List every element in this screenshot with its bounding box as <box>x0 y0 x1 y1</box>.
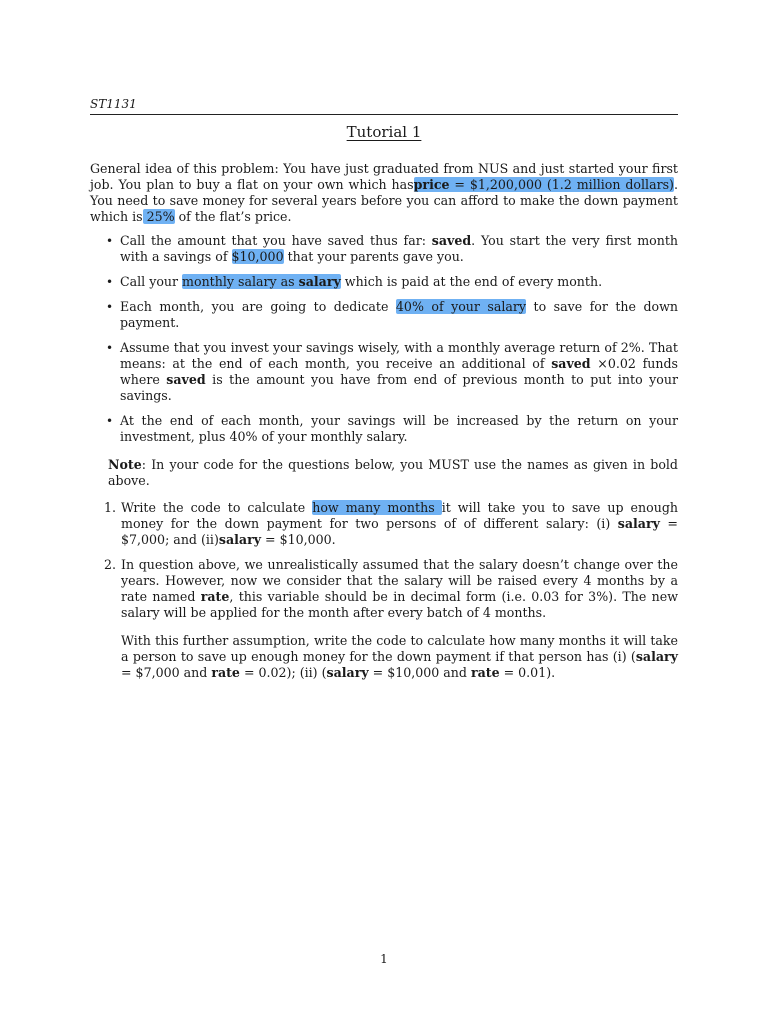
list-item <box>90 340 678 404</box>
document-body <box>90 161 678 690</box>
salary-variable: salary <box>326 665 369 680</box>
highlight-salary[interactable] <box>182 274 341 289</box>
running-header <box>90 96 678 115</box>
saved-variable: saved <box>166 372 206 387</box>
item-text: which is paid at the end of every month. <box>340 274 603 289</box>
question-2 <box>90 557 678 681</box>
question-1 <box>90 500 678 548</box>
highlight-forty-percent[interactable]: 40% of your salary <box>395 299 527 314</box>
item-text: . You start the very first month with a savings of <box>120 233 679 264</box>
intro-text: of the flat’s price. <box>174 209 292 224</box>
item-text: ×0.02 funds where <box>120 356 678 387</box>
list-item <box>90 299 678 331</box>
question-text: , this variable should be in decimal form (i.e. 0.03 for 3%). The new salary will be applied for the month after every batch of 4 months. <box>121 589 679 620</box>
rate-variable: rate <box>200 589 230 604</box>
item-text: to save for the down payment. <box>120 299 679 330</box>
page-title <box>0 124 768 140</box>
page-number: 1 <box>380 952 388 966</box>
list-item <box>90 274 678 290</box>
item-text: Call the amount that you have saved thus far: <box>120 233 432 248</box>
rate-variable: rate <box>470 665 500 680</box>
highlight-percent[interactable]: 25% <box>142 209 175 224</box>
highlight-how-many-months[interactable]: how many months <box>312 500 442 515</box>
note-paragraph <box>108 457 678 489</box>
question-number: 2. <box>104 557 117 572</box>
highlight-price[interactable] <box>414 177 674 192</box>
rate-variable: rate <box>211 665 240 680</box>
saved-variable: saved <box>551 356 591 371</box>
salary-variable: salary <box>617 516 660 531</box>
question-2-followup <box>121 633 678 681</box>
question-text: it will take you to save up enough money for the down payment for two persons of of different salary: (i) <box>121 500 678 531</box>
question-number: 1. <box>104 500 117 515</box>
question-text: = $10,000 and <box>368 665 471 680</box>
title-text: Tutorial 1 <box>346 123 422 141</box>
salary-variable: salary <box>218 532 262 547</box>
assumptions-list <box>90 233 678 445</box>
price-value: = $1,200,000 (1.2 million dollars) <box>449 177 674 192</box>
list-item <box>90 233 678 265</box>
question-text: = $7,000 and <box>121 665 212 680</box>
salary-variable: salary <box>635 649 678 664</box>
item-text: Assume that you invest your savings wisely, with a monthly average return of 2%. That means: at the end of each month, you receive an additional of <box>120 340 678 371</box>
question-text: = 0.02); (ii) ( <box>239 665 327 680</box>
item-text: monthly salary as <box>182 274 299 289</box>
item-text: Call your <box>120 274 183 289</box>
item-text: that your parents gave you. <box>283 249 464 264</box>
intro-text: General idea of this problem: You have just graduated from NUS and just started your first job. You plan to buy a flat on your own which has <box>90 161 678 192</box>
note-label: Note <box>108 457 142 472</box>
intro-text: . You need to save money for several years before you can afford to make the down payment which is <box>90 177 678 224</box>
question-text: Write the code to calculate <box>121 500 313 515</box>
salary-variable: salary <box>298 274 341 289</box>
highlight-initial-savings[interactable]: $10,000 <box>231 249 284 264</box>
item-text: Each month, you are going to dedicate <box>120 299 396 314</box>
list-item <box>90 413 678 445</box>
question-text: = $7,000; and (ii) <box>121 516 678 547</box>
course-code: ST1131 <box>90 97 137 111</box>
question-text: = $10,000. <box>261 532 336 547</box>
note-text: : In your code for the questions below, you MUST use the names as given in bold above. <box>108 457 678 488</box>
saved-variable: saved <box>431 233 472 248</box>
price-variable: price <box>413 177 450 192</box>
questions-list <box>90 500 678 681</box>
item-text: is the amount you have from end of previous month to put into your savings. <box>120 372 678 403</box>
question-text: In question above, we unrealistically assumed that the salary doesn’t change over the years. However, now we consider that the salary will be raised every 4 months by a rate named <box>121 557 678 604</box>
question-text: With this further assumption, write the code to calculate how many months it will take a person to save up enough money for the down payment if that person has (i) ( <box>121 633 678 664</box>
intro-paragraph <box>90 161 678 225</box>
item-text: At the end of each month, your savings will be increased by the return on your investment, plus 40% of your monthly salary. <box>120 413 678 444</box>
question-text: = 0.01). <box>499 665 556 680</box>
